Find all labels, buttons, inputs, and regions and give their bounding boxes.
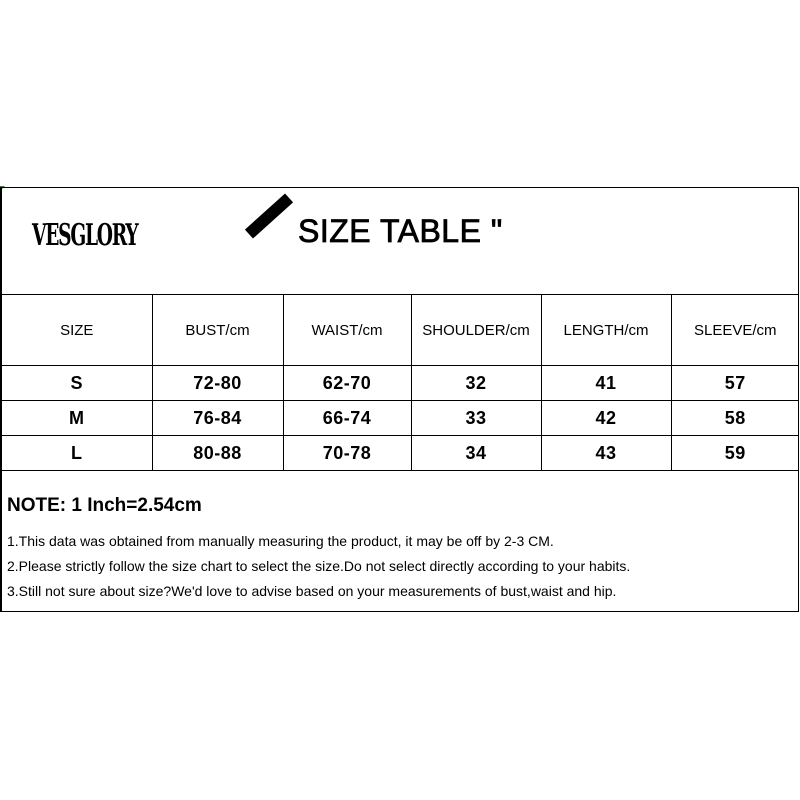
note-title: NOTE: 1 Inch=2.54cm xyxy=(7,495,202,516)
table-cell: 58 xyxy=(671,401,799,436)
table-row xyxy=(2,436,799,471)
chart-title: SIZE TABLE " xyxy=(298,213,503,249)
table-cell: 62-70 xyxy=(283,366,411,401)
column-header-sleeve: SLEEVE/cm xyxy=(671,295,799,366)
column-header-length: LENGTH/cm xyxy=(541,295,671,366)
table-row xyxy=(2,366,799,401)
table-cell: M xyxy=(2,401,152,436)
table-cell: 72-80 xyxy=(152,366,283,401)
table-cell: 41 xyxy=(541,366,671,401)
size-chart-card xyxy=(0,187,799,612)
table-cell: 33 xyxy=(411,401,541,436)
table-cell: 66-74 xyxy=(283,401,411,436)
brand-logo: VESGLORY xyxy=(32,218,138,253)
table-cell: 57 xyxy=(671,366,799,401)
table-cell: 59 xyxy=(671,436,799,471)
table-cell: 70-78 xyxy=(283,436,411,471)
table-cell: S xyxy=(2,366,152,401)
chart-header xyxy=(2,188,798,295)
column-header-waist: WAIST/cm xyxy=(283,295,411,366)
table-cell: L xyxy=(2,436,152,471)
column-header-shoulder: SHOULDER/cm xyxy=(411,295,541,366)
table-row xyxy=(2,401,799,436)
table-cell: 76-84 xyxy=(152,401,283,436)
slash-bar-icon xyxy=(245,193,293,238)
table-cell: 80-88 xyxy=(152,436,283,471)
note-line: 1.This data was obtained from manually measuring the product, it may be off by 2-3 CM. xyxy=(7,533,554,549)
column-header-size: SIZE xyxy=(2,295,152,366)
size-table xyxy=(2,295,799,471)
table-cell: 42 xyxy=(541,401,671,436)
note-line: 3.Still not sure about size?We'd love to advise based on your measurements of bust,waist and hip. xyxy=(7,583,617,599)
table-cell: 34 xyxy=(411,436,541,471)
note-line: 2.Please strictly follow the size chart to select the size.Do not select directly according to your habits. xyxy=(7,558,631,574)
notes-section xyxy=(2,470,798,611)
table-header-row xyxy=(2,295,799,366)
table-cell: 43 xyxy=(541,436,671,471)
table-cell: 32 xyxy=(411,366,541,401)
column-header-bust: BUST/cm xyxy=(152,295,283,366)
